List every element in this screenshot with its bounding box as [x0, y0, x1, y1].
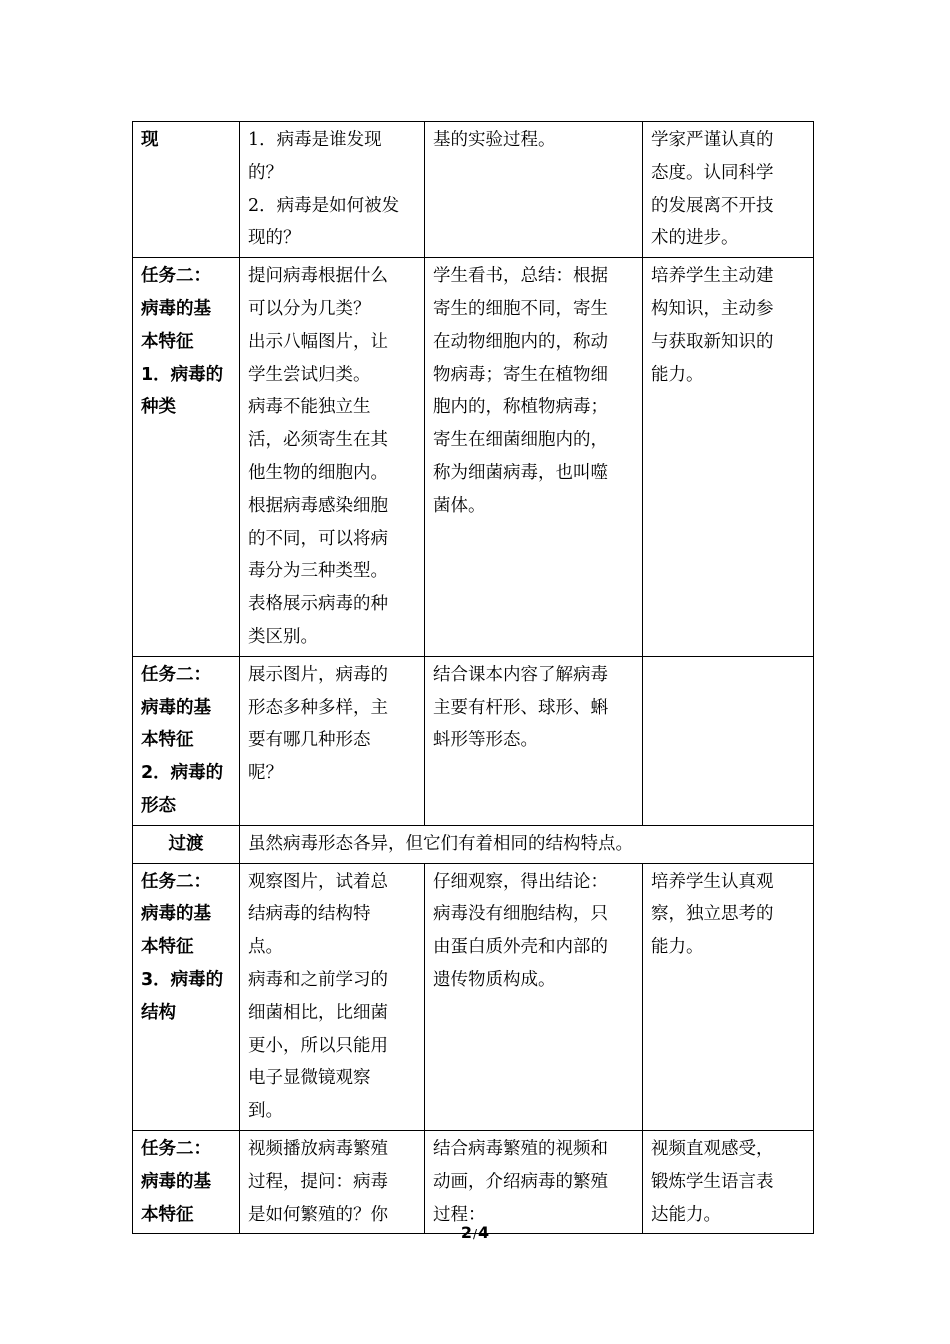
text-line: 培养学生认真观 — [651, 871, 774, 892]
text-line: 锻炼学生语言表 — [651, 1171, 774, 1192]
text-line: 任务二： — [141, 871, 211, 892]
text-line: 呢？ — [248, 763, 283, 784]
text-line: 现的？ — [248, 228, 301, 249]
design-intent-cell — [643, 258, 814, 657]
text-line: 任务二： — [141, 664, 211, 685]
text-line: 遗传物质构成。 — [433, 969, 556, 990]
text-line: 察，独立思考的 — [651, 904, 774, 925]
text-line: 类区别。 — [248, 626, 318, 647]
text-line: 寄生在细菌细胞内的， — [433, 430, 608, 451]
text-line: 展示图片，病毒的 — [248, 664, 388, 685]
text-line: 视频直观感受， — [651, 1138, 774, 1159]
transition-text: 虽然病毒形态各异，但它们有着相同的结构特点。 — [240, 825, 814, 863]
text-line: 在动物细胞内的，称动 — [433, 331, 608, 352]
text-line: 本特征 — [141, 730, 194, 751]
text-line: 根据病毒感染细胞 — [248, 495, 388, 516]
teacher-activity-cell — [240, 656, 425, 825]
design-intent-cell — [643, 863, 814, 1130]
text-line: 出示八幅图片，让 — [248, 331, 388, 352]
text-line: 主要有杆形、球形、蝌 — [433, 697, 608, 718]
text-line: 细菌相比，比细菌 — [248, 1002, 388, 1023]
total-pages-number: 4 — [478, 1223, 490, 1242]
design-intent-cell — [643, 1130, 814, 1233]
text-line: 菌体。 — [433, 495, 486, 516]
task-cell — [133, 863, 240, 1130]
table-row — [133, 863, 814, 1130]
text-line: 与获取新知识的 — [651, 331, 774, 352]
text-line: 更小，所以只能用 — [248, 1035, 388, 1056]
design-intent-cell — [643, 122, 814, 258]
teacher-activity-cell — [240, 122, 425, 258]
design-intent-cell — [643, 656, 814, 825]
current-page-number: 2 — [460, 1223, 472, 1242]
table-row — [133, 656, 814, 825]
text-line: 学家严谨认真的 — [651, 130, 774, 150]
text-line: 可以分为几类？ — [248, 298, 371, 319]
text-line: 学生尝试归类。 — [248, 364, 371, 385]
text-line: 病毒的基 — [141, 697, 211, 718]
student-activity-cell — [425, 258, 643, 657]
text-line: 结病毒的结构特 — [248, 904, 371, 925]
text-line: 结构 — [141, 1002, 176, 1023]
text-line: 形态多种多样，主 — [248, 697, 388, 718]
table-row — [133, 258, 814, 657]
text-line: 动画，介绍病毒的繁殖 — [433, 1171, 608, 1192]
text-line: 的不同，可以将病 — [248, 528, 388, 549]
text-line: 术的进步。 — [651, 228, 739, 249]
transition-row — [133, 825, 814, 863]
text-line: 任务二： — [141, 1138, 211, 1159]
text-line: 种类 — [141, 397, 176, 418]
text-line: 构知识，主动参 — [651, 298, 774, 319]
text-line: 仔细观察，得出结论： — [433, 871, 608, 892]
task-cell — [133, 258, 240, 657]
text-line: 活，必须寄生在其 — [248, 430, 388, 451]
text-line: 态度。认同科学 — [651, 162, 774, 183]
text-line: 过程： — [433, 1204, 486, 1225]
text-line: 胞内的，称植物病毒； — [433, 397, 608, 418]
lesson-plan-table — [132, 121, 814, 1234]
text-line: 表格展示病毒的种 — [248, 594, 388, 615]
text-line: 电子显微镜观察 — [248, 1068, 371, 1089]
text-line: 提问病毒根据什么 — [248, 266, 388, 287]
teacher-activity-cell — [240, 258, 425, 657]
task-cell — [133, 122, 240, 258]
teacher-activity-cell — [240, 863, 425, 1130]
text-line: 到。 — [248, 1101, 283, 1122]
text-line: 物病毒；寄生在植物细 — [433, 364, 608, 385]
text-line: 他生物的细胞内。 — [248, 462, 388, 483]
text-line: 的发展离不开技 — [651, 195, 774, 216]
text-line: 达能力。 — [651, 1204, 721, 1225]
text-line: 1．病毒的 — [141, 364, 224, 385]
task-cell — [133, 1130, 240, 1233]
text-line: 病毒没有细胞结构，只 — [433, 904, 608, 925]
text-line: 病毒和之前学习的 — [248, 969, 388, 990]
text-line: 结合课本内容了解病毒 — [433, 664, 608, 685]
text-line: 的？ — [248, 162, 283, 183]
text-line: 培养学生主动建 — [651, 266, 774, 287]
text-line: 1．病毒是谁发现 — [248, 130, 382, 150]
text-line: 任务二： — [141, 266, 211, 287]
text-line: 要有哪几种形态 — [248, 730, 371, 751]
text-line: 是如何繁殖的？你 — [248, 1204, 388, 1225]
text-line: 由蛋白质外壳和内部的 — [433, 937, 608, 958]
transition-label: 过渡 — [133, 825, 240, 863]
text-line: 点。 — [248, 937, 283, 958]
text-line: 蚪形等形态。 — [433, 730, 538, 751]
page-separator: / — [472, 1227, 478, 1241]
text-line: 3．病毒的 — [141, 969, 224, 990]
task-cell — [133, 656, 240, 825]
text-line: 现 — [141, 130, 159, 150]
student-activity-cell — [425, 863, 643, 1130]
text-line: 毒分为三种类型。 — [248, 561, 388, 582]
text-line: 本特征 — [141, 937, 194, 958]
text-line: 能力。 — [651, 937, 704, 958]
text-line: 病毒的基 — [141, 904, 211, 925]
student-activity-cell — [425, 1130, 643, 1233]
text-line: 称为细菌病毒，也叫噬 — [433, 462, 608, 483]
text-line: 过程，提问：病毒 — [248, 1171, 388, 1192]
text-line: 学生看书，总结：根据 — [433, 266, 608, 287]
page-number — [0, 1223, 950, 1242]
teacher-activity-cell — [240, 1130, 425, 1233]
text-line: 视频播放病毒繁殖 — [248, 1138, 388, 1159]
table-row — [133, 1130, 814, 1233]
text-line: 2．病毒的 — [141, 763, 224, 784]
text-line: 寄生的细胞不同，寄生 — [433, 298, 608, 319]
text-line: 病毒的基 — [141, 1171, 211, 1192]
text-line: 观察图片，试着总 — [248, 871, 388, 892]
text-line: 病毒不能独立生 — [248, 397, 371, 418]
table-row — [133, 122, 814, 258]
text-line: 结合病毒繁殖的视频和 — [433, 1138, 608, 1159]
text-line: 基的实验过程。 — [433, 130, 556, 150]
text-line: 能力。 — [651, 364, 704, 385]
text-line: 本特征 — [141, 331, 194, 352]
student-activity-cell — [425, 656, 643, 825]
text-line: 2．病毒是如何被发 — [248, 195, 400, 216]
text-line: 病毒的基 — [141, 298, 211, 319]
text-line: 本特征 — [141, 1204, 194, 1225]
student-activity-cell — [425, 122, 643, 258]
text-line: 形态 — [141, 795, 176, 816]
